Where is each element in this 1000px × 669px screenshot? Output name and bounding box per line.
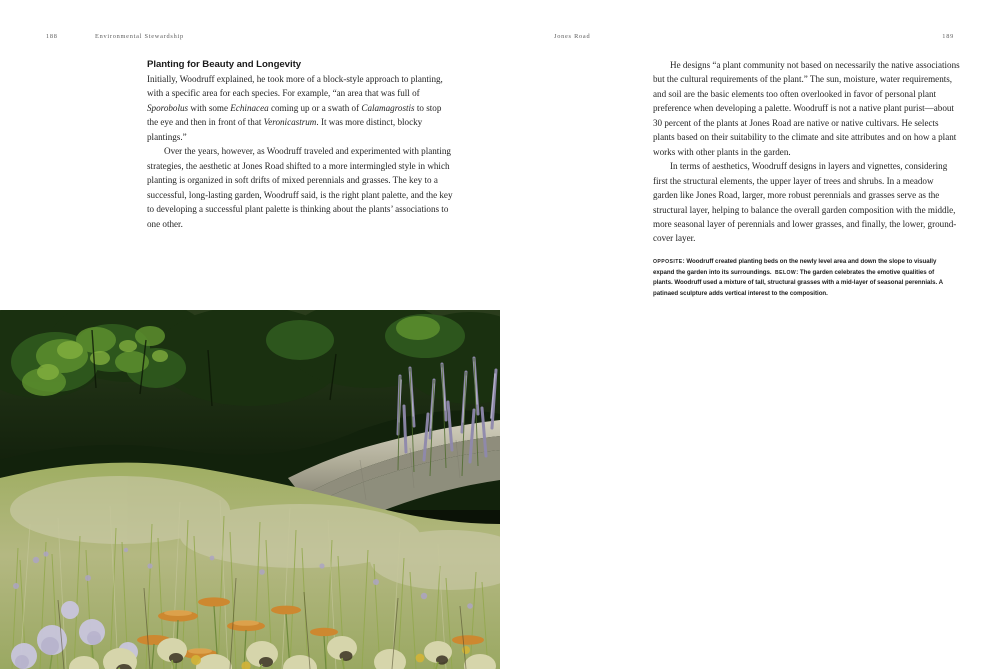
section-title: Planting for Beauty and Longevity [147, 59, 301, 70]
right-text-column [653, 58, 960, 246]
right-paragraph-2: In terms of aesthetics, Woodruff designs in layers and vignettes, considering first the structural elements, the upper layer of trees and shrubs. In a meadow garden like Jones Road, larger, more robust perennials and grasses serve as the structural layer, helping to balance the overall garden composition with the middle, more seasonal layer of perennials and lower grasses, and finally, the lower, ground-cover layer. [653, 161, 957, 244]
caption-lead-opposite: OPPOSITE [653, 259, 683, 265]
right-paragraph-1: He designs “a plant community not based on necessarily the native associations but the cultural requirements of the plant.” The sun, moisture, water requirements, and soil are the basic elements too often overlooked in favor of personal plant preference when developing a palette. Woodruff is not a native plant purist—about 30 percent of the plants at Jones Road are native or native cultivars. He selects plants based on their suitability to the climate and site attributes and on how a plant works with other plants in the garden. [653, 60, 960, 157]
photo-meadow-garden-art [0, 310, 500, 669]
caption-text-below: : The garden celebrates the emotive qualities of plants. Woodruff used a mixture of tall, structural grasses with a mid-layer of seasonal perennials. A patinaed sculpture adds vertical interest to the composition. [653, 268, 943, 297]
right-page-folio: 189 [942, 33, 954, 40]
left-paragraph-1: Initially, Woodruff explained, he took more of a block-style approach to planting, with a specific area for each species. For example, “an area that was full of Sporobolus with some Echinacea coming up or a swath of Calamagrostis to stop the eye and then in front of that Veronicastrum. It was more distinct, blocky plantings.” [147, 74, 443, 142]
left-page-folio: 188 [46, 33, 58, 40]
right-page [500, 0, 1000, 669]
left-text-column [147, 58, 454, 231]
left-running-head: Environmental Stewardship [95, 33, 184, 40]
left-paragraph-2: Over the years, however, as Woodruff traveled and experimented with planting strategies, the aesthetic at Jones Road shifted to a more intermingled style in which planting is organized in soft drifts of mixed perennials and grasses. The key to a successful, long-lasting garden, Woodruff said, is the right plant palette, and the key to developing a successful plant palette is thinking about the plants’ associations to one other. [147, 146, 453, 229]
photo-caption [653, 257, 955, 299]
caption-lead-below: BELOW [774, 269, 797, 276]
caption-text-opposite: : Woodruff created planting beds on the newly level area and down the slope to visually expand the garden into its surroundings. [653, 258, 937, 276]
photo-meadow-garden [0, 310, 500, 669]
right-running-head: Jones Road [554, 33, 591, 40]
